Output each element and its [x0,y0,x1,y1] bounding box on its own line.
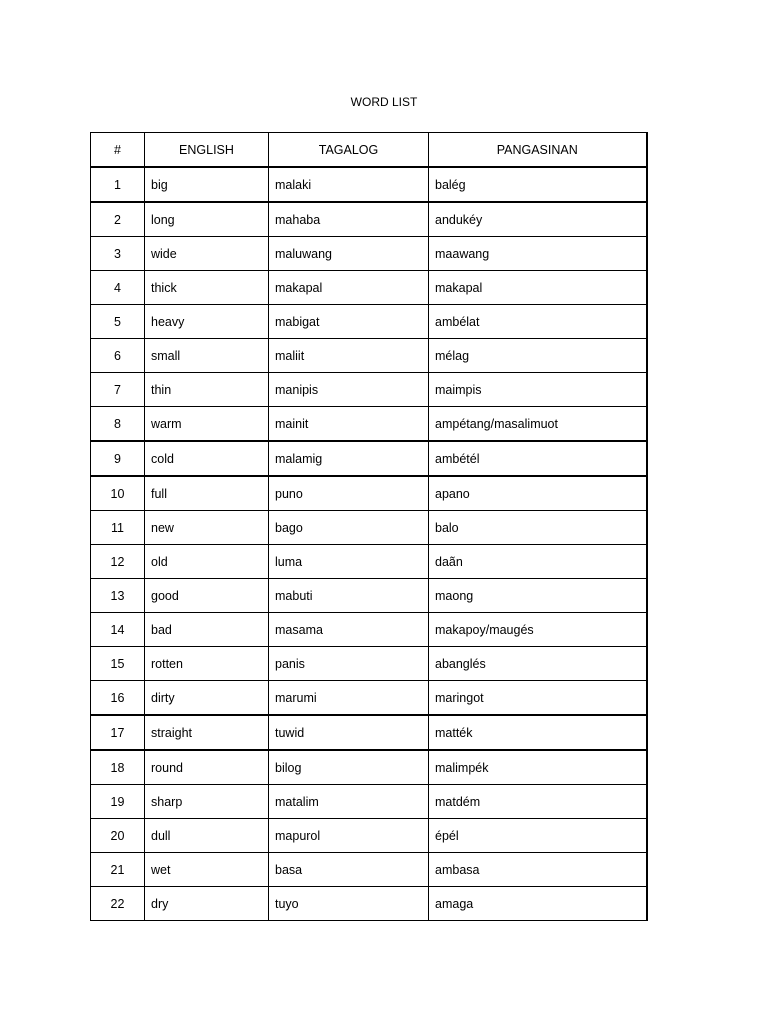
cell-number: 17 [91,715,145,750]
cell-pangasinan: apano [429,476,647,511]
cell-pangasinan: matték [429,715,647,750]
cell-pangasinan: abanglés [429,647,647,681]
cell-english: thin [145,373,269,407]
table-row [91,785,647,819]
cell-english: wet [145,853,269,887]
table-row [91,237,647,271]
table-row [91,819,647,853]
table-row [91,545,647,579]
cell-tagalog: panis [269,647,429,681]
cell-number: 4 [91,271,145,305]
table-row [91,853,647,887]
cell-tagalog: malamig [269,441,429,476]
table-header-row [91,133,647,168]
cell-pangasinan: matdém [429,785,647,819]
cell-number: 3 [91,237,145,271]
cell-english: wide [145,237,269,271]
cell-pangasinan: épél [429,819,647,853]
cell-pangasinan: daãn [429,545,647,579]
header-pangasinan: PANGASINAN [429,133,647,168]
cell-english: rotten [145,647,269,681]
cell-english: full [145,476,269,511]
cell-number: 18 [91,750,145,785]
cell-pangasinan: balég [429,167,647,202]
table-row [91,681,647,716]
table-row [91,476,647,511]
cell-number: 20 [91,819,145,853]
page-title: WORD LIST [350,95,418,109]
cell-pangasinan: amaga [429,887,647,921]
cell-number: 2 [91,202,145,237]
cell-number: 5 [91,305,145,339]
table-row [91,305,647,339]
cell-english: heavy [145,305,269,339]
cell-english: big [145,167,269,202]
cell-number: 11 [91,511,145,545]
cell-number: 1 [91,167,145,202]
cell-tagalog: makapal [269,271,429,305]
cell-number: 19 [91,785,145,819]
cell-pangasinan: balo [429,511,647,545]
cell-tagalog: mabigat [269,305,429,339]
table-row [91,647,647,681]
cell-pangasinan: maong [429,579,647,613]
cell-pangasinan: malimpék [429,750,647,785]
cell-number: 16 [91,681,145,716]
cell-pangasinan: makapoy/maugés [429,613,647,647]
cell-english: cold [145,441,269,476]
table-row [91,579,647,613]
table-row [91,271,647,305]
header-number: # [91,133,145,168]
table-row [91,715,647,750]
cell-pangasinan: mélag [429,339,647,373]
cell-tagalog: mainit [269,407,429,442]
cell-number: 9 [91,441,145,476]
cell-tagalog: mabuti [269,579,429,613]
cell-tagalog: malaki [269,167,429,202]
cell-number: 15 [91,647,145,681]
cell-pangasinan: ampétang/masalimuot [429,407,647,442]
cell-english: straight [145,715,269,750]
cell-tagalog: matalim [269,785,429,819]
cell-english: small [145,339,269,373]
table-row [91,202,647,237]
cell-tagalog: maliit [269,339,429,373]
cell-number: 8 [91,407,145,442]
cell-pangasinan: maawang [429,237,647,271]
cell-english: round [145,750,269,785]
cell-tagalog: bilog [269,750,429,785]
cell-english: bad [145,613,269,647]
table-row [91,339,647,373]
header-english: ENGLISH [145,133,269,168]
cell-english: thick [145,271,269,305]
table-row [91,441,647,476]
cell-tagalog: mapurol [269,819,429,853]
table-row [91,887,647,921]
cell-tagalog: tuyo [269,887,429,921]
cell-english: old [145,545,269,579]
cell-pangasinan: ambélat [429,305,647,339]
cell-pangasinan: andukéy [429,202,647,237]
cell-number: 12 [91,545,145,579]
cell-number: 21 [91,853,145,887]
cell-number: 13 [91,579,145,613]
cell-number: 22 [91,887,145,921]
cell-english: sharp [145,785,269,819]
table-row [91,167,647,202]
cell-tagalog: manipis [269,373,429,407]
cell-tagalog: maluwang [269,237,429,271]
cell-english: dirty [145,681,269,716]
cell-pangasinan: maimpis [429,373,647,407]
table-row [91,613,647,647]
cell-english: dull [145,819,269,853]
cell-tagalog: mahaba [269,202,429,237]
header-tagalog: TAGALOG [269,133,429,168]
cell-english: long [145,202,269,237]
cell-tagalog: luma [269,545,429,579]
cell-english: dry [145,887,269,921]
cell-english: good [145,579,269,613]
cell-number: 6 [91,339,145,373]
cell-tagalog: marumi [269,681,429,716]
table-row [91,750,647,785]
table-row [91,373,647,407]
cell-tagalog: masama [269,613,429,647]
cell-tagalog: tuwid [269,715,429,750]
cell-pangasinan: maringot [429,681,647,716]
cell-pangasinan: ambétél [429,441,647,476]
table-row [91,511,647,545]
cell-english: new [145,511,269,545]
cell-tagalog: puno [269,476,429,511]
cell-english: warm [145,407,269,442]
cell-number: 7 [91,373,145,407]
word-list-table [90,132,648,921]
cell-number: 10 [91,476,145,511]
cell-tagalog: bago [269,511,429,545]
cell-tagalog: basa [269,853,429,887]
cell-pangasinan: makapal [429,271,647,305]
cell-pangasinan: ambasa [429,853,647,887]
table-body [91,167,647,921]
cell-number: 14 [91,613,145,647]
table-row [91,407,647,442]
